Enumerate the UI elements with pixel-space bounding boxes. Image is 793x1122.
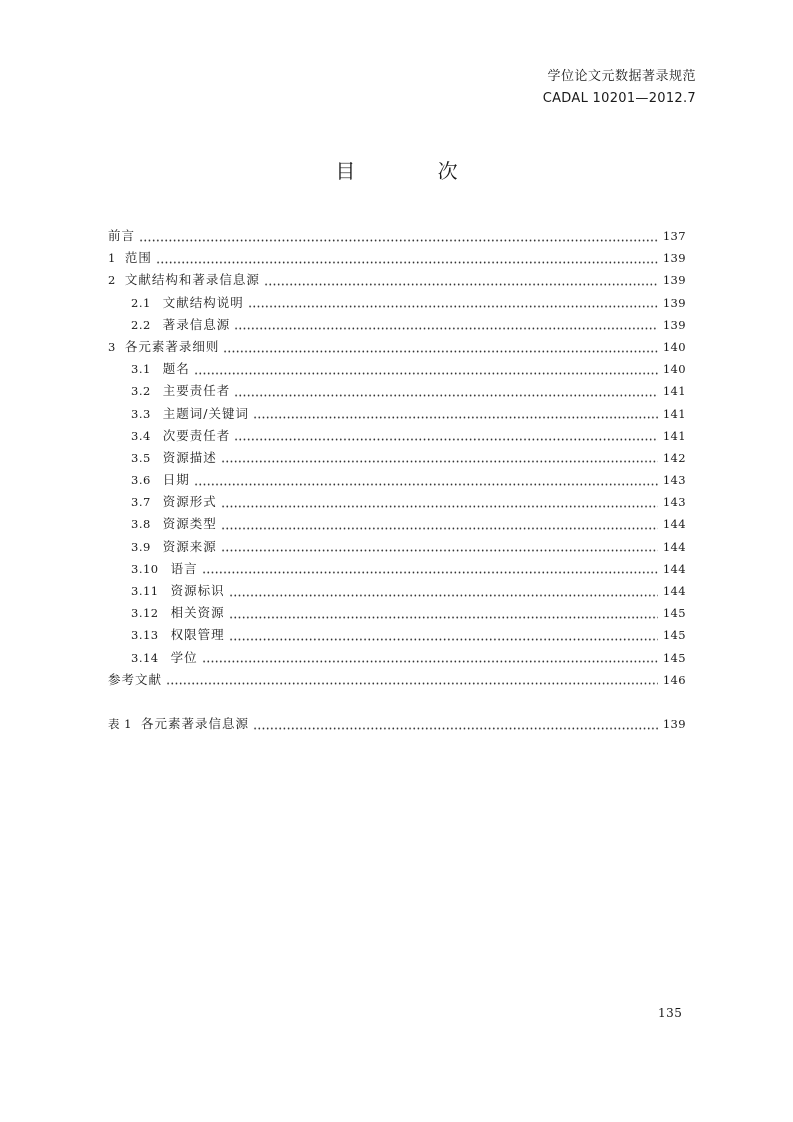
toc-entry-title: 资源类型 <box>162 516 217 532</box>
toc-entry-title: 著录信息源 <box>162 316 231 332</box>
toc-entry-title: 题名 <box>162 361 190 377</box>
dot-leader <box>234 394 658 397</box>
toc-entry-number: 3.8 <box>131 517 151 532</box>
toc-entry-number: 3.4 <box>131 428 151 443</box>
toc-entry-page: 144 <box>662 561 686 576</box>
dot-leader <box>253 416 658 419</box>
toc-entry-page: 145 <box>662 606 686 621</box>
table-entry-number: 表 1 <box>108 717 132 731</box>
dot-leader <box>156 261 658 264</box>
table-of-contents <box>108 226 686 692</box>
toc-entry-page: 143 <box>662 473 686 488</box>
dot-leader <box>234 438 658 441</box>
toc-entry-title: 资源标识 <box>170 583 225 598</box>
toc-entry[interactable] <box>108 293 686 315</box>
toc-entry[interactable] <box>108 337 686 359</box>
toc-entry-title: 日期 <box>162 472 190 488</box>
list-of-tables <box>108 714 686 736</box>
toc-entry-page: 144 <box>662 517 686 532</box>
table-entry-title: 各元素著录信息源 <box>140 716 249 731</box>
toc-entry-page: 141 <box>662 384 686 399</box>
dot-leader <box>229 616 658 619</box>
toc-entry-title: 主题词/关键词 <box>162 405 250 421</box>
standard-title: 学位论文元数据著录规范 <box>547 69 696 84</box>
toc-entry-page: 143 <box>662 495 686 510</box>
toc-entry-title: 参考文献 <box>108 671 163 687</box>
toc-entry-page: 144 <box>662 539 686 554</box>
toc-entry-title: 范围 <box>124 250 152 266</box>
toc-entry[interactable] <box>108 625 686 647</box>
toc-entry-number: 3.14 <box>131 650 159 665</box>
toc-entry[interactable] <box>108 492 686 514</box>
toc-entry[interactable] <box>108 537 686 559</box>
toc-entry-title: 相关资源 <box>170 605 225 621</box>
toc-entry-number: 3.10 <box>131 561 159 576</box>
toc-entry-page: 144 <box>662 584 686 598</box>
dot-leader <box>221 549 658 552</box>
toc-entry-number: 2.2 <box>131 317 151 332</box>
standard-code: CADAL 10201—2012.7 <box>542 91 696 106</box>
toc-entry-page: 145 <box>662 628 686 643</box>
toc-entry[interactable] <box>108 559 686 581</box>
dot-leader <box>229 594 658 597</box>
dot-leader <box>166 682 658 685</box>
toc-entry[interactable] <box>108 315 686 337</box>
toc-entry-title: 前言 <box>108 228 136 243</box>
dot-leader <box>264 283 658 286</box>
toc-entry-page: 142 <box>662 450 686 465</box>
toc-entry-title: 权限管理 <box>170 627 225 643</box>
toc-entry-number: 3.13 <box>131 628 159 643</box>
toc-entry-title: 文献结构和著录信息源 <box>124 272 260 288</box>
toc-entry-page: 137 <box>662 229 686 243</box>
toc-entry[interactable] <box>108 670 686 692</box>
dot-leader <box>221 527 658 530</box>
toc-entry-title: 资源描述 <box>162 449 217 465</box>
running-header <box>543 66 696 110</box>
toc-entry-page: 145 <box>662 650 686 665</box>
toc-entry[interactable] <box>108 426 686 448</box>
toc-entry[interactable] <box>108 648 686 670</box>
toc-entry[interactable] <box>108 359 686 381</box>
toc-entry[interactable] <box>108 448 686 470</box>
toc-entry-number: 3 <box>108 339 116 354</box>
toc-entry-title: 学位 <box>170 649 198 665</box>
toc-entry-page: 139 <box>662 251 686 266</box>
toc-entry[interactable] <box>108 404 686 426</box>
dot-leader <box>234 327 658 330</box>
toc-entry-number: 3.12 <box>131 606 159 621</box>
toc-entry[interactable] <box>108 470 686 492</box>
toc-entry-page: 140 <box>662 339 686 354</box>
dot-leader <box>221 460 658 463</box>
toc-entry-number: 3.1 <box>131 362 151 377</box>
toc-entry-number: 3.5 <box>131 450 151 465</box>
dot-leader <box>223 350 658 353</box>
toc-entry-page: 140 <box>662 362 686 377</box>
toc-entry-page: 139 <box>662 317 686 332</box>
table-entry[interactable] <box>108 714 686 736</box>
dot-leader <box>202 571 658 574</box>
toc-entry-number: 3.2 <box>131 384 151 399</box>
toc-entry[interactable] <box>108 581 686 603</box>
toc-entry-title: 文献结构说明 <box>162 294 244 310</box>
dot-leader <box>253 727 658 730</box>
toc-entry-title: 资源形式 <box>162 494 217 510</box>
dot-leader <box>139 239 658 242</box>
toc-entry-number: 3.11 <box>131 584 159 598</box>
toc-entry-number: 1 <box>108 251 116 266</box>
dot-leader <box>248 305 658 308</box>
dot-leader <box>221 505 658 508</box>
toc-entry-number: 3.7 <box>131 495 151 510</box>
page-number: 135 <box>658 1006 683 1020</box>
toc-entry-title: 资源来源 <box>162 538 217 554</box>
toc-entry-title: 主要责任者 <box>162 383 231 399</box>
dot-leader <box>229 638 658 641</box>
toc-entry-number: 2 <box>108 273 116 288</box>
toc-entry-title: 语言 <box>170 560 198 576</box>
toc-entry-number: 3.6 <box>131 473 151 488</box>
dot-leader <box>202 660 658 663</box>
toc-entry-number: 2.1 <box>131 295 151 310</box>
toc-entry[interactable] <box>108 381 686 403</box>
toc-entry[interactable] <box>108 514 686 536</box>
toc-entry-title: 次要责任者 <box>162 427 231 443</box>
toc-entry-page: 141 <box>662 428 686 443</box>
table-entry-page: 139 <box>662 717 686 731</box>
toc-entry-page: 139 <box>662 295 686 310</box>
toc-entry[interactable] <box>108 226 686 248</box>
toc-entry-page: 146 <box>662 672 686 687</box>
toc-entry-number: 3.3 <box>131 406 151 421</box>
toc-entry[interactable] <box>108 248 686 270</box>
toc-entry[interactable] <box>108 603 686 625</box>
toc-entry-number: 3.9 <box>131 539 151 554</box>
dot-leader <box>194 483 658 486</box>
dot-leader <box>194 372 658 375</box>
page-title: 目 次 <box>335 159 496 183</box>
toc-entry-page: 139 <box>662 273 686 288</box>
toc-entry[interactable] <box>108 270 686 292</box>
toc-entry-title: 各元素著录细则 <box>124 338 220 354</box>
toc-entry-page: 141 <box>662 406 686 421</box>
